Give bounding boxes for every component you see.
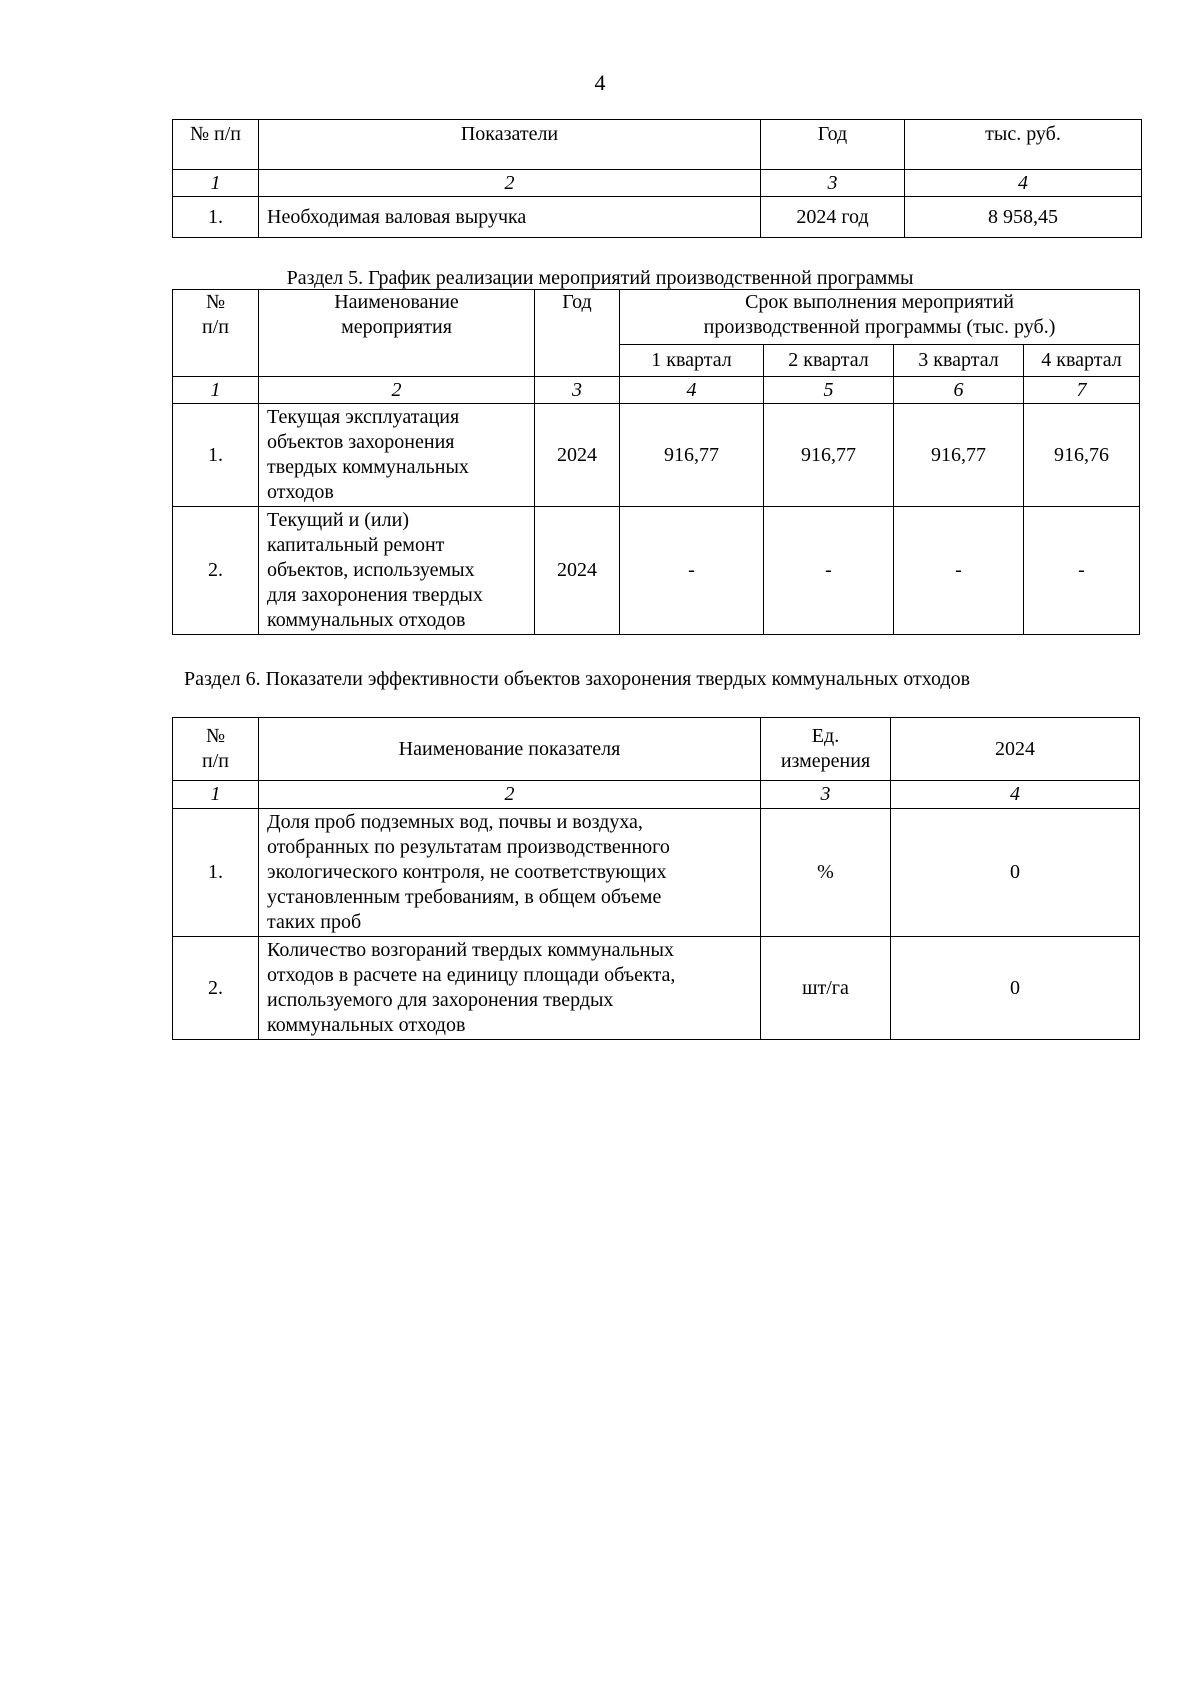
- column-number: 1: [173, 170, 259, 197]
- row-event-name-line: твердых коммунальных: [267, 456, 469, 478]
- header-num-line1: №: [205, 725, 226, 747]
- column-number: 3: [535, 377, 620, 404]
- row-event-name-line: коммунальных отходов: [267, 609, 466, 631]
- row-event-name-line: для захоронения твердых: [267, 584, 483, 606]
- row-indicator-name-line: коммунальных отходов: [267, 1014, 466, 1036]
- row-indicator-name-line: установленным требованиям, в общем объеме: [267, 886, 662, 908]
- row-name: Необходимая валовая выручка: [259, 197, 761, 238]
- row-event-name-line: объектов, используемых: [267, 559, 475, 581]
- revenue-table: [172, 119, 1142, 238]
- efficiency-table: [172, 717, 1140, 1040]
- column-number: 2: [259, 377, 535, 404]
- column-number: 4: [891, 781, 1140, 809]
- row-num: 2.: [173, 937, 259, 1040]
- header-event-name-line1: Наименование: [334, 291, 459, 313]
- column-number: 3: [761, 781, 891, 809]
- row-year: 2024: [535, 507, 620, 635]
- row-year: 2024 год: [761, 197, 905, 238]
- row-quarter-1: -: [620, 507, 764, 635]
- page-number: 4: [594, 70, 606, 95]
- row-indicator-name-line: Доля проб подземных вод, почвы и воздуха,: [267, 811, 643, 833]
- row-unit: шт/га: [761, 937, 891, 1040]
- row-quarter-4: 916,76: [1024, 404, 1140, 507]
- table-row: [173, 937, 1140, 1040]
- header-quarter-4: 4 квартал: [1024, 345, 1140, 377]
- row-num: 1.: [173, 197, 259, 238]
- column-number: 7: [1024, 377, 1140, 404]
- header-indicator-name: Наименование показателя: [259, 718, 761, 781]
- row-num: 2.: [173, 507, 259, 635]
- column-number: 2: [259, 170, 761, 197]
- row-indicator-name: [259, 809, 761, 937]
- row-event-name: [259, 507, 535, 635]
- header-event-name: [259, 290, 535, 377]
- row-value: 8 958,45: [905, 197, 1142, 238]
- table-row: [173, 197, 1142, 238]
- header-indicators: Показатели: [259, 120, 761, 170]
- row-num: 1.: [173, 809, 259, 937]
- header-unit: [761, 718, 891, 781]
- schedule-table: [172, 289, 1140, 635]
- header-num: [173, 718, 259, 781]
- row-event-name-line: объектов захоронения: [267, 431, 455, 453]
- column-number: 2: [259, 781, 761, 809]
- header-year: Год: [761, 120, 905, 170]
- header-year: 2024: [891, 718, 1140, 781]
- row-quarter-3: 916,77: [894, 404, 1024, 507]
- header-thousand-rub: тыс. руб.: [905, 120, 1142, 170]
- row-event-name-line: капитальный ремонт: [267, 534, 445, 556]
- row-quarter-1: 916,77: [620, 404, 764, 507]
- row-event-name: [259, 404, 535, 507]
- row-event-name-line: Текущая эксплуатация: [267, 406, 460, 428]
- column-number: 1: [173, 377, 259, 404]
- row-quarter-2: -: [764, 507, 894, 635]
- column-number: 6: [894, 377, 1024, 404]
- header-num-line2: п/п: [202, 316, 229, 338]
- header-term-line2: производственной программы (тыс. руб.): [703, 316, 1056, 338]
- column-number: 5: [764, 377, 894, 404]
- column-number: 1: [173, 781, 259, 809]
- header-num-line1: №: [205, 291, 226, 313]
- header-quarter-3: 3 квартал: [894, 345, 1024, 377]
- row-indicator-name-line: отходов в расчете на единицу площади объекта,: [267, 964, 676, 986]
- column-number: 4: [905, 170, 1142, 197]
- row-indicator-name-line: Количество возгораний твердых коммунальных: [267, 939, 674, 961]
- row-indicator-name: [259, 937, 761, 1040]
- header-num: № п/п: [173, 120, 259, 170]
- row-quarter-2: 916,77: [764, 404, 894, 507]
- row-value: 0: [891, 809, 1140, 937]
- row-num: 1.: [173, 404, 259, 507]
- row-indicator-name-line: отобранных по результатам производственного: [267, 836, 670, 858]
- table-row: [173, 809, 1140, 937]
- row-quarter-3: -: [894, 507, 1024, 635]
- row-indicator-name-line: экологического контроля, не соответствующих: [267, 861, 667, 883]
- header-unit-line2: измерения: [780, 750, 871, 772]
- column-number: 3: [761, 170, 905, 197]
- row-unit: %: [761, 809, 891, 937]
- row-indicator-name-line: используемого для захоронения твердых: [267, 989, 614, 1011]
- section-5-title: Раздел 5. График реализации мероприятий производственной программы: [286, 267, 914, 289]
- table-row: [173, 404, 1140, 507]
- header-event-name-line2: мероприятия: [341, 316, 452, 338]
- header-term: [620, 290, 1140, 345]
- header-unit-line1: Ед.: [811, 725, 840, 747]
- header-num: [173, 290, 259, 377]
- row-year: 2024: [535, 404, 620, 507]
- header-quarter-1: 1 квартал: [620, 345, 764, 377]
- header-num-line2: п/п: [202, 750, 229, 772]
- row-indicator-name-line: таких проб: [267, 911, 362, 933]
- section-6-title: Раздел 6. Показатели эффективности объектов захоронения твердых коммунальных отходов: [184, 668, 971, 690]
- row-value: 0: [891, 937, 1140, 1040]
- header-term-line1: Срок выполнения мероприятий: [745, 291, 1014, 313]
- header-year: Год: [535, 290, 620, 377]
- column-number: 4: [620, 377, 764, 404]
- table-row: [173, 507, 1140, 635]
- row-event-name-line: Текущий и (или): [267, 509, 409, 531]
- row-quarter-4: -: [1024, 507, 1140, 635]
- header-quarter-2: 2 квартал: [764, 345, 894, 377]
- row-event-name-line: отходов: [267, 481, 334, 503]
